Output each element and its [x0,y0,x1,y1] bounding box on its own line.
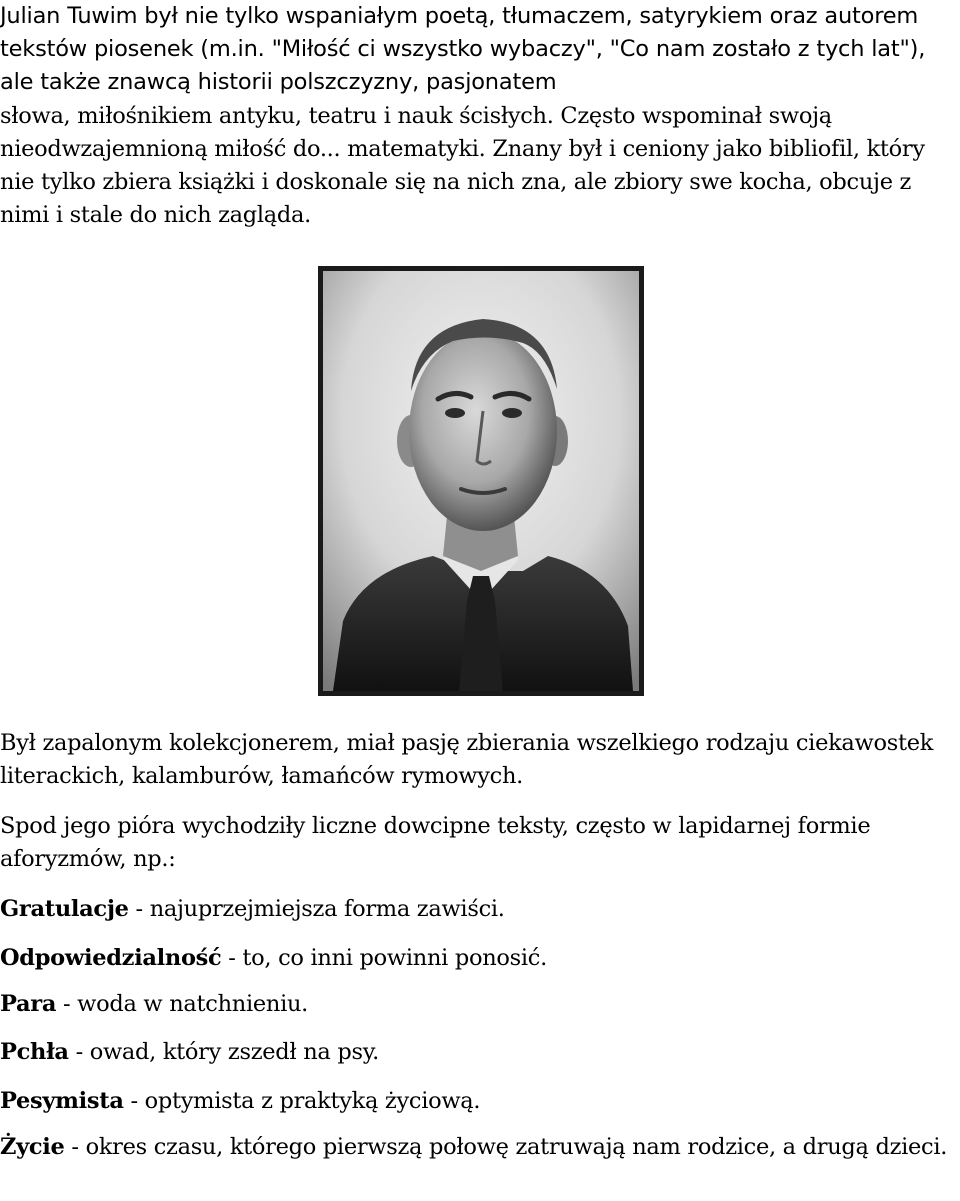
aphorism-definition: - to, co inni powinni ponosić. [221,945,547,971]
aphorism-term: Życie [0,1134,65,1160]
aphorism-item [0,942,960,975]
aphorism-item [0,1036,960,1069]
aphorism-term: Pchła [0,1039,69,1065]
aphorism-item [0,893,960,926]
aphorism-item [0,1085,960,1118]
portrait-photo [318,266,644,696]
aphorism-item [0,988,960,1021]
aphorism-term: Pesymista [0,1088,124,1114]
aphorisms-intro-paragraph: Spod jego pióra wychodziły liczne dowcipne teksty, często w lapidarnej formie aforyzmów, np.: [0,813,871,872]
intro-text-part2: słowa, miłośnikiem antyku, teatru i nauk ścisłych. Często wspominał swoją nieodwzajemnioną miłość do... matematyki. Znany był i ceniony jako bibliofil, który nie tylko zbiera książki i doskonale się na nich zna, ale zbiory swe kocha, obcuje z nimi i stale do nich zagląda. [0,103,925,228]
aphorism-definition: - optymista z praktyką życiową. [123,1088,481,1114]
aphorism-term: Gratulacje [0,896,129,922]
aphorism-definition: - najuprzejmiejsza forma zawiści. [128,896,505,922]
aphorism-definition: - woda w natchnieniu. [56,991,309,1017]
aphorism-item [0,1131,960,1164]
aphorism-definition: - owad, który zszedł na psy. [68,1039,379,1065]
collector-paragraph: Był zapalonym kolekcjonerem, miał pasję zbierania wszelkiego rodzaju ciekawostek literackich, kalamburów, łamańców rymowych. [0,730,934,789]
intro-text-part1: Julian Tuwim był nie tylko wspaniałym poetą, tłumaczem, satyrykiem oraz autorem tekstów piosenek (m.in. "Miłość ci wszystko wybaczy", "Co nam zostało z tych lat"), ale także znawcą historii polszczyzny, pasjonatem [0,3,926,95]
aphorism-definition: - okres czasu, którego pierwszą połowę zatruwają nam rodzice, a drugą dzieci. [64,1134,948,1160]
aphorism-term: Odpowiedzialność [0,945,222,971]
aphorism-term: Para [0,991,57,1017]
